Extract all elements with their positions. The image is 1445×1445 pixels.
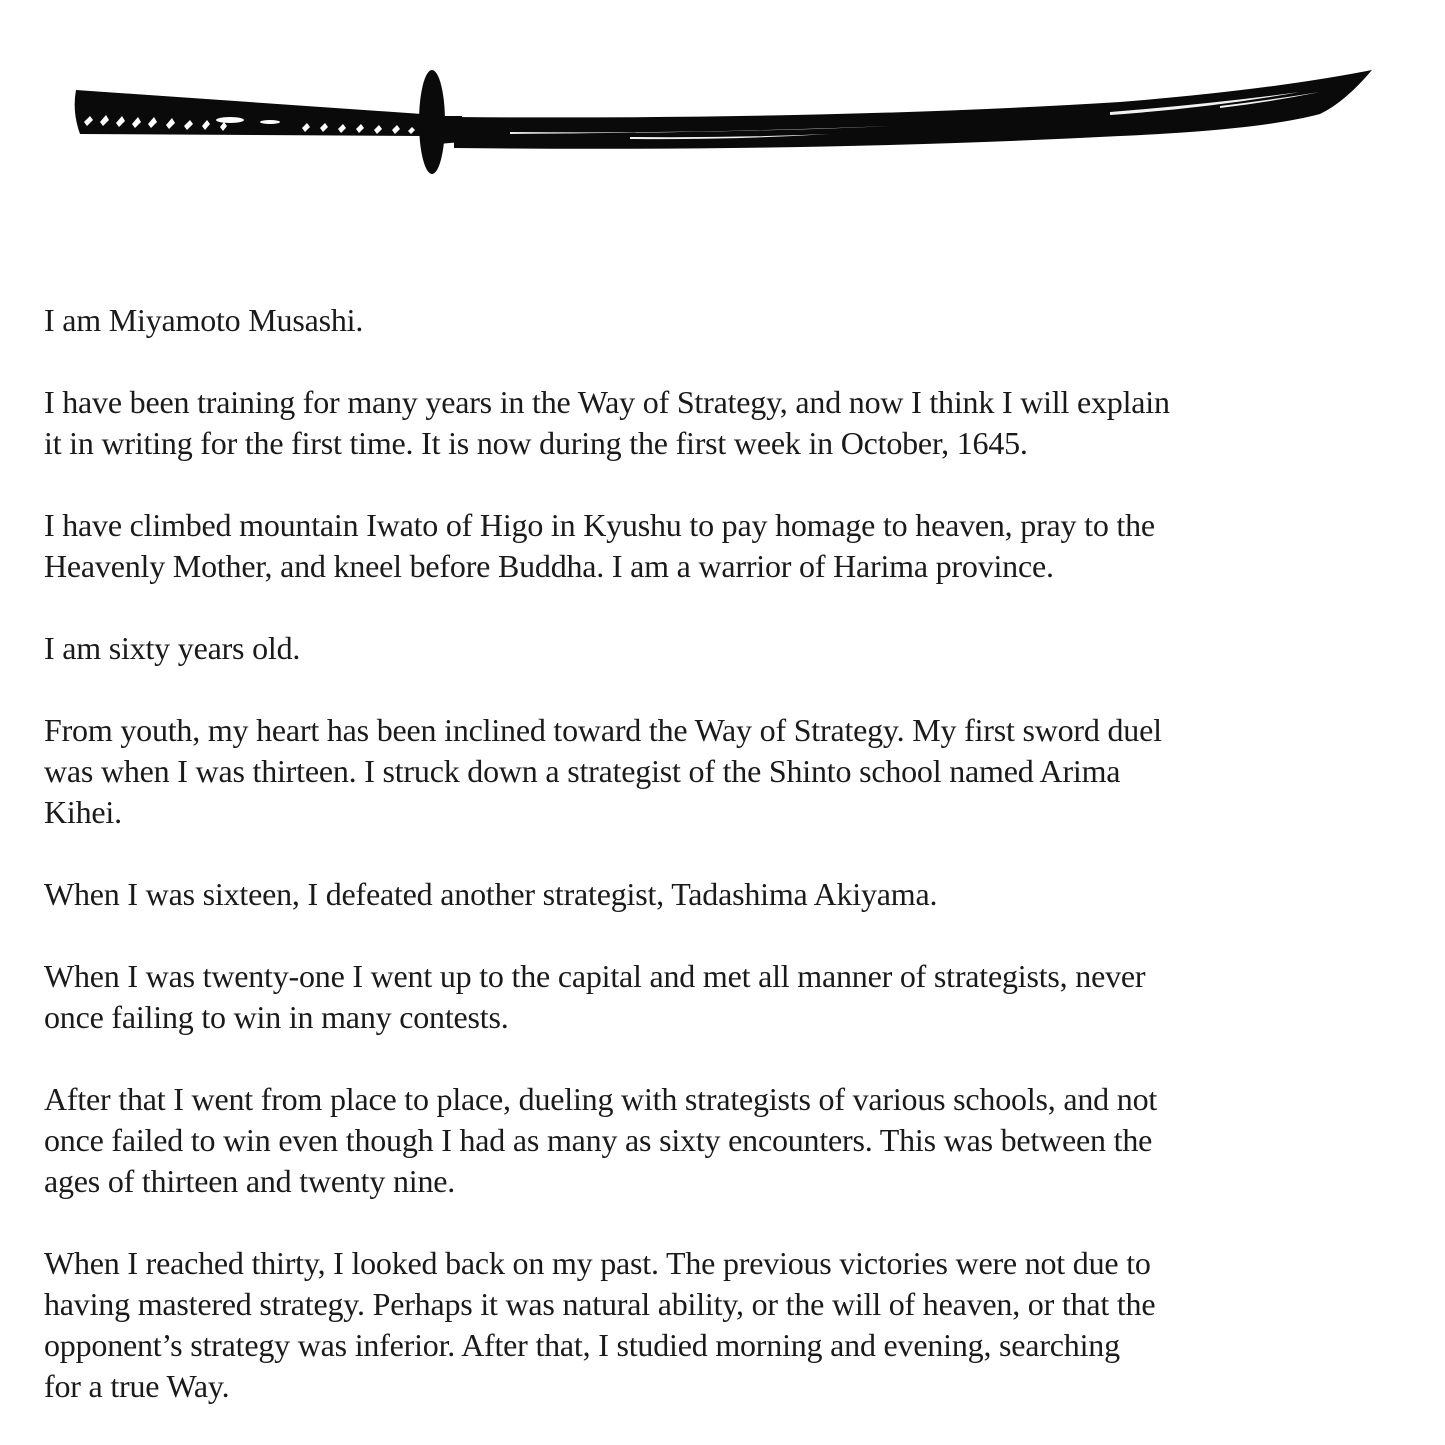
- paragraph: After that I went from place to place, dueling with strategists of various schools, and not once failed to win even though I had as many as sixty encounters. This was between the ages of thirteen and twenty nine.: [44, 1081, 1158, 1199]
- paragraph: I have climbed mountain Iwato of Higo in Kyushu to pay homage to heaven, pray to the Heavenly Mother, and kneel before Buddha. I am a warrior of Harima province.: [44, 507, 1155, 584]
- paragraph: When I was twenty-one I went up to the capital and met all manner of strategists, never once failing to win in many contests.: [44, 958, 1146, 1035]
- paragraph: I have been training for many years in the Way of Strategy, and now I think I will explain it in writing for the first time. It is now during the first week in October, 1645.: [44, 384, 1170, 461]
- paragraph: From youth, my heart has been inclined toward the Way of Strategy. My first sword duel was when I was thirteen. I struck down a strategist of the Shinto school named Arima Kihei.: [44, 712, 1162, 830]
- paragraph: When I was sixteen, I defeated another strategist, Tadashima Akiyama.: [44, 876, 938, 912]
- document-body: [44, 300, 1414, 1407]
- katana-handle: [75, 90, 424, 136]
- katana-icon: [70, 62, 1380, 192]
- paragraph: I am Miyamoto Musashi.: [44, 302, 364, 338]
- paragraph: When I reached thirty, I looked back on my past. The previous victories were not due to having mastered strategy. Perhaps it was natural ability, or the will of heaven, or that the opponent’s strategy was inferior. After that, I studied morning and evening, searching for a true Way.: [44, 1245, 1156, 1404]
- katana-blade: [454, 70, 1372, 149]
- paragraph: I am sixty years old.: [44, 630, 301, 666]
